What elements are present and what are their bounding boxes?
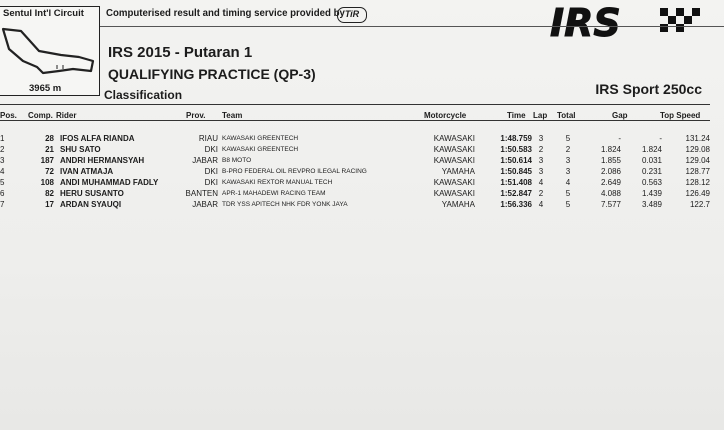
top-divider bbox=[100, 26, 724, 27]
motorcycle-cell: KAWASAKI bbox=[433, 178, 475, 187]
competitor-number-cell: 82 bbox=[45, 189, 54, 198]
best-lap-cell: 4 bbox=[538, 178, 544, 187]
best-lap-cell: 2 bbox=[538, 189, 544, 198]
team-cell: KAWASAKI GREENTECH bbox=[222, 146, 299, 153]
best-lap-cell: 3 bbox=[538, 167, 544, 176]
top-speed-cell: 129.04 bbox=[685, 156, 710, 165]
best-time-cell: 1:48.759 bbox=[500, 134, 532, 143]
table-row bbox=[0, 156, 724, 167]
top-speed-cell: 131.24 bbox=[685, 134, 710, 143]
position-cell: 7 bbox=[0, 200, 5, 209]
team-cell: APR-1 MAHADEWI RACING TEAM bbox=[222, 190, 326, 197]
team-cell: B8 MOTO bbox=[222, 157, 252, 164]
competitor-number-cell: 28 bbox=[45, 134, 54, 143]
gap-cell: - bbox=[618, 134, 621, 143]
total-laps-cell: 5 bbox=[565, 189, 571, 198]
rider-name-cell: ARDAN SYAUQI bbox=[60, 200, 122, 209]
position-cell: 2 bbox=[0, 145, 5, 154]
competitor-number-cell: 187 bbox=[40, 156, 54, 165]
motorcycle-cell: YAMAHA bbox=[441, 167, 475, 176]
province-cell: BANTEN bbox=[185, 189, 218, 198]
event-title: IRS 2015 - Putaran 1 bbox=[108, 44, 253, 61]
top-speed-cell: 128.77 bbox=[685, 167, 710, 176]
province-cell: JABAR bbox=[192, 200, 218, 209]
diff-cell: 3.489 bbox=[641, 200, 662, 209]
track-length: 3965 m bbox=[29, 83, 62, 94]
class-name: IRS Sport 250cc bbox=[595, 81, 702, 97]
best-lap-cell: 3 bbox=[538, 134, 544, 143]
col-comp: Comp. bbox=[28, 111, 53, 120]
top-speed-cell: 129.08 bbox=[685, 145, 710, 154]
total-laps-cell: 2 bbox=[565, 145, 571, 154]
col-lap: Lap bbox=[533, 111, 548, 120]
province-cell: RIAU bbox=[198, 134, 218, 143]
irs-logo-text: IRS bbox=[550, 2, 621, 42]
position-cell: 6 bbox=[0, 189, 5, 198]
col-rider: Rider bbox=[56, 111, 77, 120]
diff-cell: 1.824 bbox=[641, 145, 662, 154]
best-lap-cell: 3 bbox=[538, 156, 544, 165]
table-row bbox=[0, 145, 724, 156]
table-row bbox=[0, 189, 724, 200]
gap-cell: 7.577 bbox=[600, 200, 621, 209]
motorcycle-cell: KAWASAKI bbox=[433, 145, 475, 154]
position-cell: 5 bbox=[0, 178, 5, 187]
rider-name-cell: IFOS ALFA RIANDA bbox=[60, 134, 135, 143]
team-cell: KAWASAKI GREENTECH bbox=[222, 135, 299, 142]
rider-name-cell: ANDRI HERMANSYAH bbox=[60, 156, 145, 165]
diff-cell: 1.439 bbox=[641, 189, 662, 198]
rider-name-cell: IVAN ATMAJA bbox=[60, 167, 114, 176]
column-divider bbox=[0, 120, 710, 121]
total-laps-cell: 3 bbox=[565, 156, 571, 165]
total-laps-cell: 4 bbox=[565, 178, 571, 187]
table-row bbox=[0, 134, 724, 145]
motorcycle-cell: KAWASAKI bbox=[433, 189, 475, 198]
team-cell: KAWASAKI REXTOR MANUAL TECH bbox=[222, 179, 333, 186]
motorcycle-cell: KAWASAKI bbox=[433, 134, 475, 143]
competitor-number-cell: 108 bbox=[40, 178, 54, 187]
province-cell: JABAR bbox=[192, 156, 218, 165]
competitor-number-cell: 72 bbox=[45, 167, 54, 176]
col-top-speed: Top Speed bbox=[660, 111, 701, 120]
col-prov: Prov. bbox=[186, 111, 206, 120]
position-cell: 1 bbox=[0, 134, 5, 143]
position-cell: 4 bbox=[0, 167, 5, 176]
gap-cell: 2.086 bbox=[600, 167, 621, 176]
table-row bbox=[0, 200, 724, 211]
province-cell: DKI bbox=[204, 167, 218, 176]
best-lap-cell: 2 bbox=[538, 145, 544, 154]
gap-cell: 4.088 bbox=[600, 189, 621, 198]
rider-name-cell: ANDI MUHAMMAD FADLY bbox=[60, 178, 159, 187]
best-time-cell: 1:52.847 bbox=[500, 189, 532, 198]
diff-cell: 0.231 bbox=[641, 167, 662, 176]
best-time-cell: 1:51.408 bbox=[500, 178, 532, 187]
gap-cell: 2.649 bbox=[600, 178, 621, 187]
team-cell: TDR YSS APITECH NHK FDR YONK JAYA bbox=[222, 201, 348, 208]
total-laps-cell: 3 bbox=[565, 167, 571, 176]
col-motorcycle: Motorcycle bbox=[424, 111, 467, 120]
service-line: Computerised result and timing service provided by bbox=[106, 7, 345, 19]
col-total: Total bbox=[557, 111, 576, 120]
province-cell: DKI bbox=[204, 145, 218, 154]
motorcycle-cell: YAMAHA bbox=[441, 200, 475, 209]
irs-logo-icon bbox=[548, 2, 708, 42]
position-cell: 3 bbox=[0, 156, 5, 165]
col-time: Time bbox=[507, 111, 526, 120]
best-time-cell: 1:56.336 bbox=[500, 200, 532, 209]
circuit-name: Sentul Int'l Circuit bbox=[3, 8, 84, 19]
rider-name-cell: SHU SATO bbox=[60, 145, 101, 154]
gap-cell: 1.855 bbox=[600, 156, 621, 165]
best-time-cell: 1:50.845 bbox=[500, 167, 532, 176]
top-speed-cell: 122.7 bbox=[689, 200, 710, 209]
timing-brand-logo: TiR bbox=[337, 7, 367, 23]
session-title: QUALIFYING PRACTICE (QP-3) bbox=[108, 66, 316, 82]
table-row bbox=[0, 178, 724, 189]
diff-cell: 0.031 bbox=[641, 156, 662, 165]
diff-cell: 0.563 bbox=[641, 178, 662, 187]
motorcycle-cell: KAWASAKI bbox=[433, 156, 475, 165]
table-row bbox=[0, 167, 724, 178]
col-team: Team bbox=[222, 111, 243, 120]
track-map-icon bbox=[0, 21, 99, 81]
col-pos: Pos. bbox=[0, 111, 17, 120]
header-divider bbox=[0, 104, 710, 105]
best-time-cell: 1:50.614 bbox=[500, 156, 532, 165]
top-speed-cell: 126.49 bbox=[685, 189, 710, 198]
best-time-cell: 1:50.583 bbox=[500, 145, 532, 154]
total-laps-cell: 5 bbox=[565, 134, 571, 143]
best-lap-cell: 4 bbox=[538, 200, 544, 209]
classification-label: Classification bbox=[104, 88, 183, 102]
province-cell: DKI bbox=[204, 178, 218, 187]
competitor-number-cell: 21 bbox=[45, 145, 54, 154]
rider-name-cell: HERU SUSANTO bbox=[60, 189, 124, 198]
top-speed-cell: 128.12 bbox=[685, 178, 710, 187]
diff-cell: - bbox=[659, 134, 662, 143]
total-laps-cell: 5 bbox=[565, 200, 571, 209]
gap-cell: 1.824 bbox=[600, 145, 621, 154]
competitor-number-cell: 17 bbox=[45, 200, 54, 209]
team-cell: B-PRO FEDERAL OIL REVPRO ILEGAL RACING bbox=[222, 168, 367, 175]
col-gap: Gap bbox=[612, 111, 628, 120]
circuit-box bbox=[0, 6, 100, 96]
